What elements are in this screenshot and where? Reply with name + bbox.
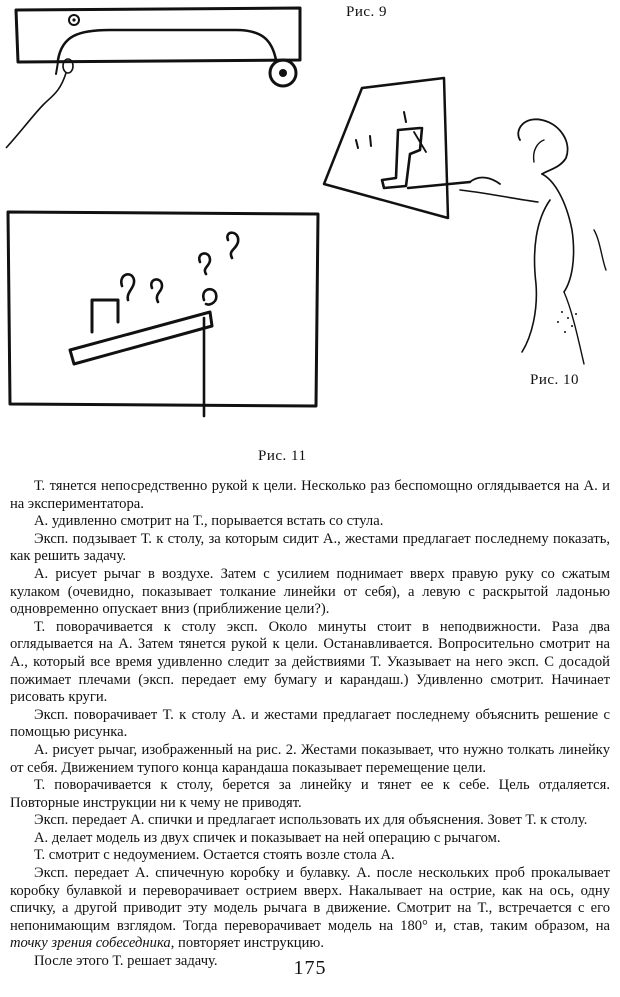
italic-phrase: точку зрения собеседника xyxy=(10,935,171,952)
figure-10-drawing xyxy=(310,70,620,370)
figure-11-caption: Рис. 11 xyxy=(258,448,307,464)
paragraph: Эксп. поворачивает Т. к столу А. и жестами предлагает последнему объяснить решение с помощью рисунка. xyxy=(10,706,610,741)
paragraph: Т. поворачивается к столу эксп. Около минуты стоит в неподвижности. Раза два оглядывается на А. Затем тянется рукой к цели. Останавливается. Вопросительно смотрит на А., который все время удивленно следит за действиями Т. Указывает на него эксп. С досадой пожимает плечами (эксп. передает ему бумагу и карандаш.) Удивленно смотрит. Начинает рисовать круги. xyxy=(10,618,610,706)
paragraph: А. рисует рычаг в воздухе. Затем с усилием поднимает вверх правую руку со сжатым кулаком (очевидно, показывает толкание линейки от себя), а левую с раскрытой ладонью одновременно опускает вниз (приближение цели?). xyxy=(10,565,610,618)
paragraph: Т. тянется непосредственно рукой к цели. Несколько раз беспомощно оглядывается на А. и на экспериментатора. xyxy=(10,478,610,512)
paragraph: А. удивленно смотрит на Т., порывается встать со стула. xyxy=(34,513,384,530)
figure-11-drawing xyxy=(0,200,325,420)
paragraph: Т. смотрит с недоумением. Остается стоять возле стола А. xyxy=(34,847,395,864)
body-text xyxy=(10,478,610,971)
figure-9-drawing xyxy=(0,0,320,160)
paragraph: После этого Т. решает задачу. xyxy=(34,953,218,970)
paragraph: Эксп. подзывает Т. к столу, за которым сидит А., жестами предлагает последнему показать, как решить задачу. xyxy=(10,530,610,565)
figure-9-caption: Рис. 9 xyxy=(346,4,388,20)
paragraph: А. рисует рычаг, изображенный на рис. 2. Жестами показывает, что нужно толкать линейку от себя. Движением тупого конца карандаша показывает перемещение цели. xyxy=(10,741,610,776)
figure-10-caption: Рис. 10 xyxy=(530,372,580,388)
paragraph xyxy=(10,865,610,953)
paragraph-text: Эксп. передает А. спичечную коробку и булавку. А. после нескольких проб прокалывает коробку булавкой и переворачивает острием вверх. Накалывает на острие, как на ось, одну спичку, а другой приводит эту модель рычага в движение. Смотрит на Т., встречается с его непонимающим взглядом. Тогда переворачивает модель на 180° и, став, таким образом, на xyxy=(10,865,610,934)
paragraph: Т. поворачивается к столу, берется за линейку и тянет ее к себе. Цель отдаляется. Повторные инструкции ни к чему не приводят. xyxy=(10,777,610,811)
paragraph: А. делает модель из двух спичек и показывает на ней операцию с рычагом. xyxy=(34,829,501,846)
page-number: 175 xyxy=(293,957,327,979)
paragraph: Эксп. передает А. спички и предлагает использовать их для объяснения. Зовет Т. к столу. xyxy=(34,812,588,829)
paragraph-tail: , повторяет инструкцию. xyxy=(170,935,324,952)
